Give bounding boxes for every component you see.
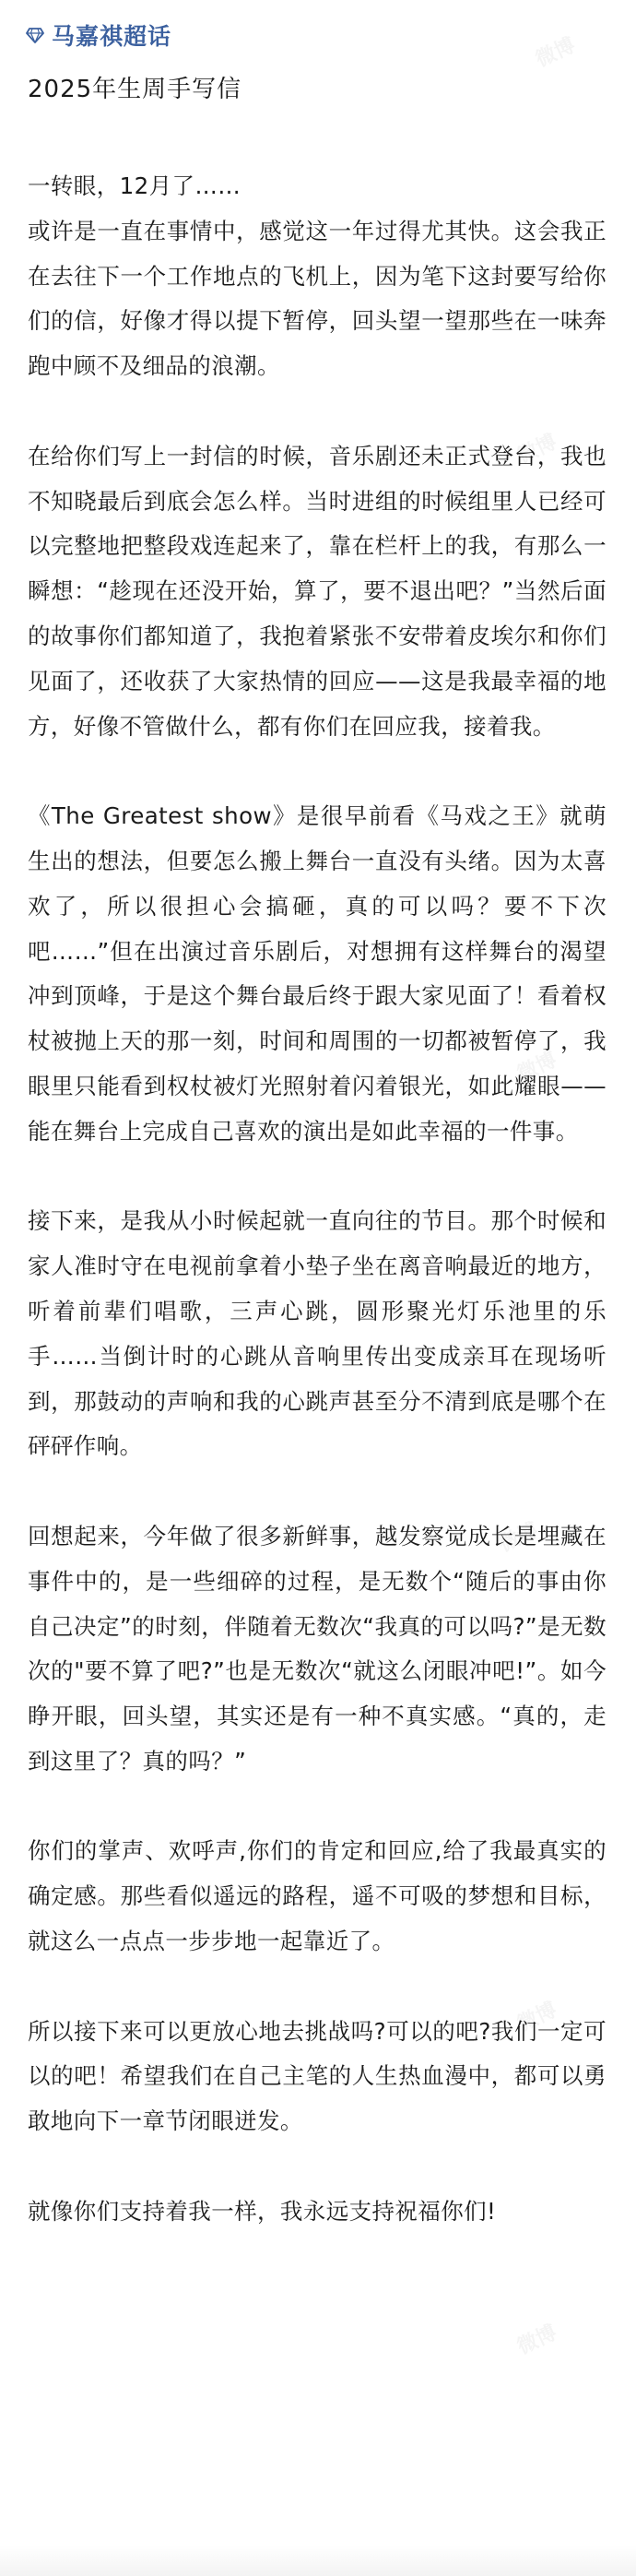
letter-title: 2025年生周手写信 (28, 76, 242, 103)
weibo-watermark (531, 30, 580, 73)
letter-paragraph-3: 《The Greatest show》是很早前看《马戏之王》就萌生出的想法，但要怎么搬上舞台一直没有头绪。因为太喜欢了，所以很担心会搞砸，真的可以吗？要不下次吧……”但在出演过音乐剧后，对想拥有这样舞台的渴望冲到顶峰，于是这个舞台最后终于跟大家见面了！看着权杖被抛上天的那一刻，时间和周围的一切都被暂停了，我眼里只能看到权杖被灯光照射着闪着银光，如此耀眼——能在舞台上完成自己喜欢的演出是如此幸福的一件事。 (28, 802, 607, 1145)
letter-paragraph-4: 接下来，是我从小时候起就一直向往的节目。那个时候和家人准时守在电视前拿着小垫子坐在离音响最近的地方，听着前辈们唱歌，三声心跳，圆形聚光灯乐池里的乐手……当倒计时的心跳从音响里传出变成亲耳在现场听到，那鼓动的声响和我的心跳声甚至分不清到底是哪个在砰砰作响。 (28, 1207, 607, 1460)
letter-body (28, 164, 607, 2279)
letter-paragraph-2: 在给你们写上一封信的时候，音乐剧还未正式登台，我也不知晓最后到底会怎么样。当时进组的时候组里人已经可以完整地把整段戏连起来了，靠在栏杆上的我，有那么一瞬想：“趁现在还没开始，算了，要不退出吧？”当然后面的故事你们都知道了，我抱着紧张不安带着皮埃尔和你们见面了，还收获了大家热情的回应——这是我最幸福的地方，好像不管做什么，都有你们在回应我，接着我。 (28, 442, 607, 740)
weibo-watermark (512, 2317, 561, 2360)
letter-paragraph-5: 回想起来，今年做了很多新鲜事，越发察觉成长是埋藏在事件中的，是一些细碎的过程，是无数个“随后的事由你自己决定”的时刻，伴随着无数次“我真的可以吗?”是无数次的"要不算了吧?”也是无数次“就这么闭眼冲吧!”。如今睁开眼，回头望，其实还是有一种不真实感。“真的，走到这里了？真的吗？” (28, 1522, 607, 1775)
footer-fade (0, 2546, 636, 2576)
supertopic-name[interactable]: 马嘉祺超话 (52, 23, 172, 50)
letter-paragraph-7: 所以接下来可以更放心地去挑战吗?可以的吧?我们一定可以的吧！希望我们在自己主笔的人生热血漫中，都可以勇敢地向下一章节闭眼迸发。 (28, 2017, 607, 2135)
letter-paragraph-8: 就像你们支持着我一样，我永远支持祝福你们! (28, 2197, 497, 2225)
letter-paragraph-1: 一转眼，12月了…… 或许是一直在事情中，感觉这一年过得尤其快。这会我正在去往下一个工作地点的飞机上，因为笔下这封要写给你们的信，好像才得以提下暂停，回头望一望那些在一味奔跑中顾不及细品的浪潮。 (28, 172, 607, 380)
supertopic-header[interactable] (26, 17, 171, 53)
diamond-icon (26, 26, 44, 44)
letter-paragraph-6: 你们的掌声、欢呼声,你们的肯定和回应,给了我最真实的确定感。那些看似遥远的路程，遥不可吸的梦想和目标，就这么一点点一步步地一起靠近了。 (28, 1837, 607, 1955)
